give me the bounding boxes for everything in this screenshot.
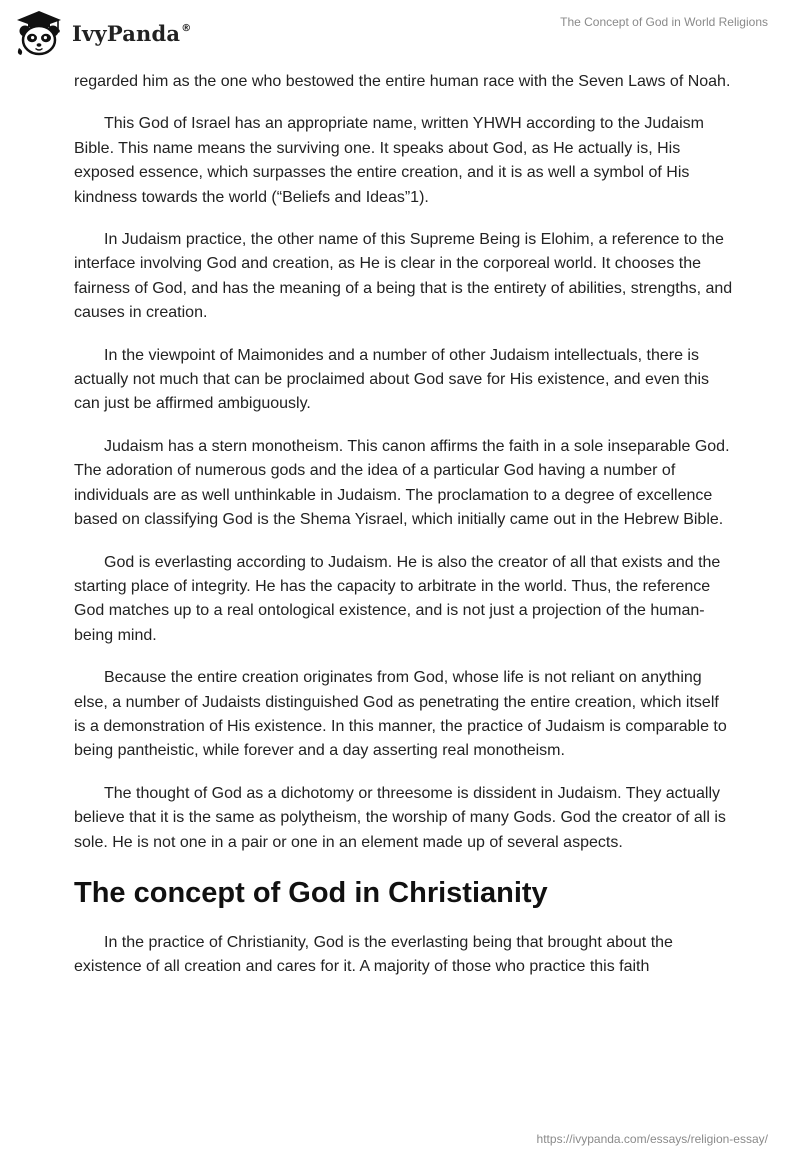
paragraph: The thought of God as a dichotomy or threesome is dissident in Judaism. They actually believe that it is the same as polytheism, the worship of many Gods. God the creator of all is sole. He is not one in a pair or one in an element made up of several aspects. (74, 784, 726, 851)
section-heading: The concept of God in Christianity (74, 876, 548, 909)
paragraph: Because the entire creation originates from God, whose life is not reliant on anything else, a number of Judaists distinguished God as penetrating the entire creation, which itself is a demonstration of His existence. In this manner, the practice of Judaism is comparable to being pantheistic, while forever and a day asserting real monotheism. (74, 669, 727, 760)
logo-wordmark (72, 21, 191, 46)
logo-name: IvyPanda (72, 20, 181, 46)
source-url[interactable]: https://ivypanda.com/essays/religion-essay/ (536, 1132, 768, 1146)
paragraph: God is everlasting according to Judaism. He is also the creator of all that exists and the starting place of integrity. He has the capacity to arbitrate in the world. Thus, the reference God matches up to a real ontological existence, and is not just a projection of the human-being mind. (74, 553, 721, 644)
paragraph: In the practice of Christianity, God is the everlasting being that brought about the existence of all creation and cares for it. A majority of those who practice this faith (74, 933, 673, 976)
paragraph: Judaism has a stern monotheism. This canon affirms the faith in a sole inseparable God. The adoration of numerous gods and the idea of a particular God having a number of individuals are as well unthinkable in Judaism. The proclamation to a degree of excellence based on classifying God is the Shema Yisrael, which initially came out in the Hebrew Bible. (74, 437, 730, 529)
document-title: The Concept of God in World Religions (560, 15, 768, 29)
paragraph: In Judaism practice, the other name of this Supreme Being is Elohim, a reference to the interface involving God and creation, as He is clear in the corporeal world. It chooses the fairness of God, and has the meaning of a being that is the entirety of abilities, strengths, and causes in creation. (74, 231, 733, 322)
registered-mark: ® (181, 22, 192, 34)
paragraph: regarded him as the one who bestowed the entire human race with the Seven Laws of Noah. (74, 73, 731, 90)
essay-content (74, 70, 734, 998)
ivypanda-logo[interactable] (14, 8, 191, 58)
panda-graduate-icon (14, 8, 64, 58)
page-header (0, 0, 800, 64)
paragraph: In the viewpoint of Maimonides and a number of other Judaism intellectuals, there is actually not much that can be proclaimed about God save for His existence, and even this can just be affirmed ambiguously. (74, 346, 710, 413)
paragraph: This God of Israel has an appropriate name, written YHWH according to the Judaism Bible. This name means the surviving one. It speaks about God, as He actually is, His exposed essence, which surpasses the entire creation, and it is as well a symbol of His kindness towards the world (“Beliefs and Ideas”1). (74, 115, 704, 206)
